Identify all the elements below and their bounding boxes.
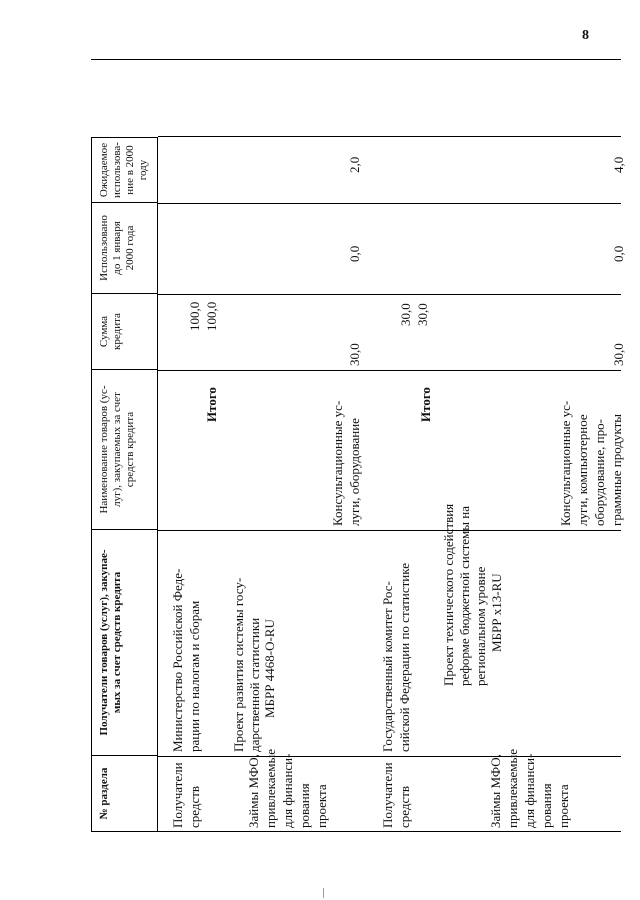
header-used-line1: Использовано (98, 215, 110, 281)
r4-section-1: Займы МФО, (488, 754, 503, 828)
header-expected (91, 137, 158, 203)
r4-project-1: Проект технического содействия (441, 503, 456, 686)
r2-section-5: проекта (314, 784, 329, 828)
r1-section-2: средств (187, 785, 202, 828)
header-section-no-text: № раздела (98, 767, 110, 820)
r4-used: 0,0 (611, 245, 626, 262)
header-used (91, 203, 158, 294)
r2-expected: 2,0 (347, 156, 362, 173)
r4-section-2: привлекаемые (505, 748, 520, 828)
r4-goods-3: оборудование, про- (592, 419, 607, 526)
r1-section-1: Получатели (170, 762, 185, 828)
r4-expected: 4,0 (611, 156, 626, 173)
column-amount-body (158, 294, 626, 370)
r4-amount: 30,0 (611, 343, 626, 366)
column-amount (91, 294, 626, 370)
r3-recipient-2: сийской Федерации по статистике (397, 562, 412, 752)
column-expected-body (158, 136, 626, 203)
r1-recipient-2: рации по налогам и сборам (187, 600, 202, 752)
r4-project-4: МБРР x13-RU (489, 573, 504, 652)
header-expected-line3: ние в 2000 (124, 145, 136, 195)
r4-section-5: проекта (556, 784, 571, 828)
header-amount-line1: Сумма (98, 315, 110, 348)
column-section-body (158, 748, 621, 832)
column-used-body (158, 203, 626, 294)
r2-project-1: Проект развития системы госу- (231, 577, 246, 752)
r4-project-3: региональном уровне (473, 566, 488, 686)
r4-section-3: для финанси- (522, 753, 537, 828)
rotated-table (91, 59, 626, 832)
r3-amount: 30,0 (398, 303, 413, 326)
r4-goods-1: Консультационные ус- (558, 400, 573, 526)
r1-amount: 100,0 (187, 301, 202, 331)
header-recipients-line1: Получатели товаров (услуг), закупае- (98, 549, 110, 736)
header-used-line2: до 1 января (111, 221, 123, 275)
header-goods-line3: средств кредита (124, 411, 136, 488)
r1-recipient-1: Министерство Российской Феде- (170, 568, 185, 752)
r2-project-2: дарственной статистики (247, 617, 262, 752)
r2-section-3: для финанси- (280, 753, 295, 828)
r2-section-2: привлекаемые (263, 748, 278, 828)
credit-table (91, 59, 626, 832)
r4-goods-2: луги, компьютерное (575, 414, 590, 526)
r3-section-2: средств (397, 785, 412, 828)
header-goods-line1: Наименование товаров (ус- (98, 385, 110, 514)
r1-total-amount: 100,0 (204, 301, 219, 331)
column-section (91, 748, 621, 832)
r2-section-4: рования (297, 783, 312, 828)
column-goods-body (158, 370, 624, 530)
r3-recipient-1: Государственный комитет Рос- (380, 581, 395, 752)
column-recipients-body (158, 503, 621, 756)
r4-project-2: реформе бюджетной системы на (457, 506, 472, 686)
header-goods-line2: луг), закупаемых за счет (111, 392, 123, 507)
r2-project-3: МБРР 4468-O-RU (262, 619, 277, 718)
column-expected (91, 59, 626, 203)
r3-total-amount: 30,0 (415, 303, 430, 326)
r2-amount: 30,0 (347, 343, 362, 366)
header-expected-line1: Ожидаемое (98, 142, 110, 198)
header-recipients-line2: мых за счет средств кредита (111, 571, 123, 714)
column-goods (91, 370, 624, 530)
r2-section-1: Займы МФО, (246, 754, 261, 828)
header-recipients (91, 530, 158, 756)
r4-section-4: рования (539, 783, 554, 828)
header-amount (91, 294, 158, 370)
column-used (91, 203, 626, 294)
r1-total-label: Итого (204, 387, 219, 422)
column-recipients (91, 503, 621, 756)
r2-goods-1: Консультационные ус- (330, 400, 345, 526)
header-expected-line4: году (137, 159, 149, 181)
binding-mark (323, 888, 324, 898)
header-expected-line2: использова- (111, 142, 123, 198)
r3-section-1: Получатели (380, 762, 395, 828)
header-goods (91, 370, 158, 530)
r2-used: 0,0 (347, 245, 362, 262)
header-amount-line2: кредита (111, 313, 123, 350)
r3-total-label: Итого (418, 387, 433, 422)
header-used-line3: 2000 года (124, 225, 136, 271)
header-section-no (91, 756, 158, 832)
r4-goods-4: граммные продукты (609, 413, 624, 526)
page-number: 8 (582, 28, 589, 43)
r2-goods-2: луги, оборудование (347, 418, 362, 526)
